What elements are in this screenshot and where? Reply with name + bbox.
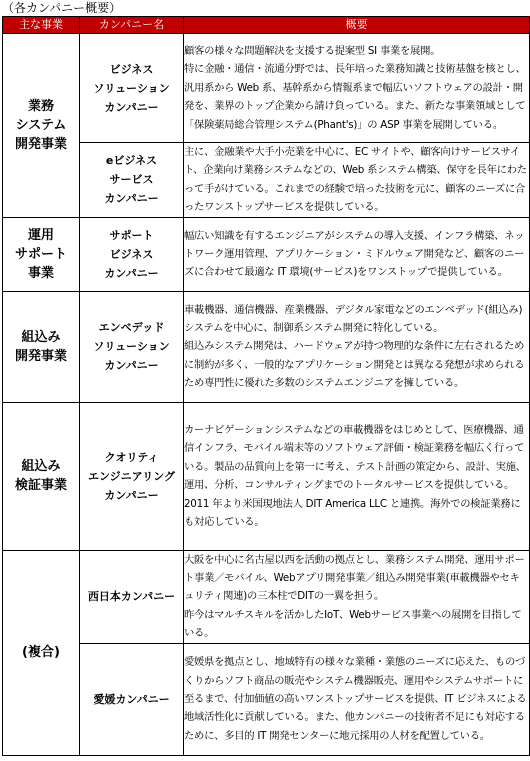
segment-cell: 運用 サポート 事業 xyxy=(3,217,80,291)
company-name-cell: サポート ビジネス カンパニー xyxy=(80,217,184,291)
company-name-cell: eビジネス サービス カンパニー xyxy=(80,143,184,218)
table-row xyxy=(3,291,530,402)
description-cell xyxy=(184,402,530,550)
description-paragraph: 組込みシステム開発は、ハードウェアが持つ物理的な条件に左右されるために制約が多く、一般的なアプリケーション開発とは異なる発想が求められるため専門性に優れた多数のシステムエンジニアを擁している。 xyxy=(184,340,525,390)
table-row xyxy=(3,402,530,550)
table-caption: （各カンパニー概要） xyxy=(2,1,122,15)
header-segment: 主な事業 xyxy=(3,17,80,34)
table-row xyxy=(3,643,530,755)
company-name-cell: クオリティ エンジニアリング カンパニー xyxy=(80,402,184,550)
segment-cell: 業務 システム 開発事業 xyxy=(3,34,80,218)
header-summary: 概要 xyxy=(184,17,530,34)
description-paragraph: 大阪を中心に名古屋以西を活動の拠点とし、業務システム開発、運用サポート事業／モバイル、Webアプリ開発事業／組込み開発事業(車載機器やセキュリティ関連)の三本柱でDITの一翼を担う。 xyxy=(184,553,525,603)
company-overview-table xyxy=(2,16,530,756)
description-cell xyxy=(184,550,530,643)
header-row xyxy=(3,17,530,34)
segment-cell: (複合) xyxy=(3,550,80,755)
company-name-cell: エンベデッド ソリューション カンパニー xyxy=(80,291,184,402)
description-paragraph: 顧客の様々な問題解決を支援する提案型 SI 事業を展開。 xyxy=(184,44,441,57)
segment-cell: 組込み 検証事業 xyxy=(3,402,80,550)
table-row xyxy=(3,143,530,218)
description-paragraph: 幅広い知識を有するエンジニアがシステムの導入支援、インフラ構築、ネットワーク運用管理、アプリケーション・ミドルウェア開発など、顧客のニーズに合わせて最適な IT 環境(サービス)をワンストップで提供している。 xyxy=(184,229,525,279)
description-cell xyxy=(184,217,530,291)
description-cell xyxy=(184,143,530,218)
header-company: カンパニー名 xyxy=(80,17,184,34)
description-paragraph: 昨今はマルチスキルを活かしたIoT、Webサービス事業への展開を目指している。 xyxy=(184,608,522,640)
company-name-cell: 愛媛カンパニー xyxy=(80,643,184,755)
description-paragraph: 主に、金融業や大手小売業を中心に、EC サイトや、顧客向けサービスサイト、企業向け業務システムなどの、Web 系システム構築、保守を長年にわたって手がけている。これまでの経験で培った技術を元に、顧客のニーズに合ったワンストップサービスを提供している。 xyxy=(184,146,527,214)
description-paragraph: 特に金融・通信・流通分野では、長年培った業務知識と技術基盤を核とし、汎用系から Web 系、基幹系から情報系まで幅広いソフトウェアの設計・開発を、業界のトップ企業から請け負っている。また、新たな事業領域として「保険薬局総合管理システム(Phant's)」の ASP 事業を展開している。 xyxy=(184,63,526,131)
description-paragraph: 2011 年より米国現地法人 DIT America LLC と連携。海外での検証業務にも対応している。 xyxy=(184,497,521,528)
description-cell xyxy=(184,34,530,143)
table-row xyxy=(3,550,530,643)
company-name-cell: ビジネス ソリューション カンパニー xyxy=(80,34,184,143)
description-paragraph: カーナビゲーションシステムなどの車載機器をはじめとして、医療機器、通信インフラ、モバイル端末等のソフトウェア評価・検証業務を幅広く行っている。製品の品質向上を第一に考え、テスト計画の策定から、設計、実施、運用、分析、コンサルティングまでのトータルサービスを提供している。 xyxy=(184,423,526,492)
segment-cell: 組込み 開発事業 xyxy=(3,291,80,402)
table-row xyxy=(3,34,530,143)
description-cell xyxy=(184,291,530,402)
company-name-cell: 西日本カンパニー xyxy=(80,550,184,643)
table-row xyxy=(3,217,530,291)
description-paragraph: 車載機器、通信機器、産業機器、デジタル家電などのエンベデッド(組込み)システムを中心に、制御系システム開発に特化している。 xyxy=(184,303,523,335)
description-paragraph: 愛媛県を拠点とし、地域特有の様々な業種・業態のニーズに応えた、ものづくりからソフト商品の販売やシステム機器販売、運用やシステムサポートに至るまで、付加価値の高いワンストップサービスを提供、IT ビジネスによる地域活性化に貢献している。また、他カンパニーの技術者不足にも対応するために、多目的 IT 開発センターに地元採用の人材を配置している。 xyxy=(184,656,527,742)
description-cell xyxy=(184,643,530,755)
